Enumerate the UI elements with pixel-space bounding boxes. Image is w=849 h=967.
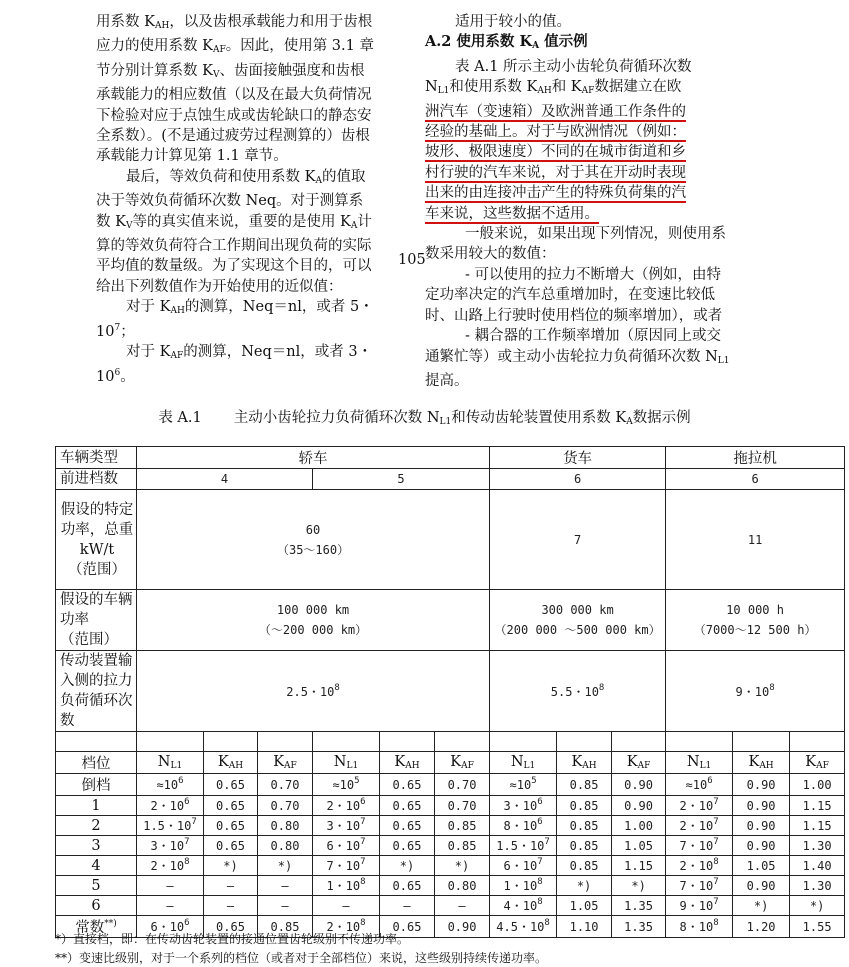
table-cell: $\approx 10^6$ (137, 774, 204, 796)
table-cell: 1.5・$10^7$ (490, 836, 557, 856)
table-cell: 1.40 (790, 856, 845, 876)
table-cell: 0.70 (435, 796, 490, 816)
footnote-1: *）直接档，即：在传动齿轮装置的接通位置齿轮级别不传递功率。 (55, 932, 410, 946)
usage-factor-table (55, 446, 845, 938)
red-underline-line-3: 经验的基础上。对于与欧洲情况（例如： (425, 124, 686, 141)
table-cell: *) (435, 856, 490, 876)
table-cell: 0.85 (557, 774, 612, 796)
right-paragraph-5: - 耦合器的工作频率增加（原因同上或交通繁忙等）或主动小齿轮拉力负荷循环次数 $N_{L1}$提高。 (425, 328, 730, 389)
table-cell: — (435, 896, 490, 916)
table-cell: 0.85 (557, 856, 612, 876)
column-header-3: $N_{L1}$ (313, 752, 380, 774)
table-cell: $\approx 10^5$ (490, 774, 557, 796)
table-cell: $\approx 10^5$ (313, 774, 380, 796)
column-header-row (56, 752, 845, 774)
highlighted-paragraph (425, 57, 730, 224)
para-line-5 (425, 163, 730, 183)
left-text-column (96, 12, 376, 387)
table-cell: 0.65 (380, 796, 435, 816)
left-paragraph-3: 对于 $K_{AH}$的测算，Neq＝nl，或者 5・$10^7$； (96, 299, 374, 340)
column-header-2: $K_{AF}$ (258, 752, 313, 774)
para-line-6 (425, 183, 730, 203)
table-cell: 0.90 (612, 796, 666, 816)
left-paragraph-4: 对于 $K_{AF}$的测算，Neq＝nl，或者 3・$10^6$。 (96, 344, 373, 385)
power-car: 60 （35～160） (137, 490, 490, 590)
power-truck: 7 (490, 490, 666, 590)
red-underline-line-4: 坡形、极限速度）不同的在城市街道和乡 (425, 144, 686, 161)
column-header-11: $K_{AF}$ (790, 752, 845, 774)
table-cell: 0.65 (380, 876, 435, 896)
table-cell: 0.85 (258, 916, 313, 938)
table-cell: 0.65 (204, 836, 258, 856)
column-header-6: $N_{L1}$ (490, 752, 557, 774)
table-cell: 6・$10^6$ (137, 916, 204, 938)
power-row (56, 490, 845, 590)
vehicle-type-row (56, 447, 845, 469)
table-cell: 0.90 (733, 876, 790, 896)
column-header-4: $K_{AH}$ (380, 752, 435, 774)
table-cell: 0.65 (204, 816, 258, 836)
table-cell: — (258, 876, 313, 896)
para-line-0: 表 A.1 所示主动小齿轮负荷循环次数 (455, 58, 692, 75)
table-row (56, 876, 845, 896)
table-row (56, 796, 845, 816)
red-underline-line-6: 出来的由连接冲击产生的特殊负荷集的汽 (425, 185, 686, 202)
gear-label: 常数**) (56, 916, 137, 938)
table-cell: 0.90 (733, 836, 790, 856)
mileage-truck: 300 000 km （200 000 ～500 000 km） (490, 590, 666, 651)
table-cell: 0.90 (733, 796, 790, 816)
gear-label: 1 (56, 796, 137, 816)
right-paragraph-4: - 可以使用的拉力不断增大（例如，由特定功率决定的汽车总重增加时，在变速比较低时、山路上行驶时使用档位的频率增加），或者 (425, 266, 723, 324)
gear-count-truck: 6 (490, 469, 666, 490)
gear-label: 5 (56, 876, 137, 896)
column-header-7: $K_{AH}$ (557, 752, 612, 774)
para-line-2 (425, 102, 730, 122)
table-cell: *) (204, 856, 258, 876)
table-cell: 1.35 (612, 916, 666, 938)
table-cell: 1.5・$10^7$ (137, 816, 204, 836)
table-cell: 1.55 (790, 916, 845, 938)
table-cell: — (258, 896, 313, 916)
table-cell: 1.30 (790, 836, 845, 856)
table-cell: 1.05 (733, 856, 790, 876)
table-cell: 1.10 (557, 916, 612, 938)
table-cell: 7・$10^7$ (666, 876, 733, 896)
vehicle-type-tractor: 拖拉机 (666, 447, 845, 469)
mileage-car: 100 000 km （～200 000 km） (137, 590, 490, 651)
gear-label: 3 (56, 836, 137, 856)
table-cell: 0.65 (204, 796, 258, 816)
para-line-3 (425, 122, 730, 142)
table-cell: 1.05 (557, 896, 612, 916)
power-tractor: 11 (666, 490, 845, 590)
table-cell: 0.65 (380, 836, 435, 856)
table-cell: 2・$10^7$ (666, 796, 733, 816)
red-underline-line-7: 车来说，这些数据不适用。 (425, 205, 599, 222)
table-cell: 0.70 (258, 774, 313, 796)
table-cell: 0.90 (733, 774, 790, 796)
left-paragraph-1: 用系数 $K_{AH}$，以及齿根承载能力和用于齿根应力的使用系数 $K_{AF}$。因此，使用第 3.1 章节分别计算系数 $K_V$、齿面接触强度和齿根承载能力的相应数值（以及在最大负荷情况下检验对应于点蚀生成或齿轮缺口的静态安全系数）。(不是通过疲劳过程测算的）齿根承载能力计算见第 1.1 章节。 (96, 14, 374, 165)
table-caption-title: 主动小齿轮拉力负荷循环次数 $N_{L1}$和传动齿轮装置使用系数 $K_A$数据示例 (233, 410, 691, 427)
red-underline-line-5: 村行驶的汽车来说，对于其在开动时表现 (425, 164, 686, 181)
table-cell: 0.90 (435, 916, 490, 938)
table-cell: 3・$10^7$ (313, 816, 380, 836)
table-cell: 0.65 (204, 916, 258, 938)
table-cell: 2・$10^8$ (313, 916, 380, 938)
table-row (56, 816, 845, 836)
mileage-tractor: 10 000 h （7000～12 500 h） (666, 590, 845, 651)
para-line-4 (425, 142, 730, 162)
cycles-row (56, 651, 845, 732)
table-cell: 2・$10^8$ (137, 856, 204, 876)
table-cell: 0.65 (204, 774, 258, 796)
table-cell: 0.80 (258, 816, 313, 836)
gear-label: 6 (56, 896, 137, 916)
table-cell: *) (612, 876, 666, 896)
cycles-car: 2.5・$10^8$ (137, 651, 490, 732)
mileage-label: 假设的车辆功率 （范围） (56, 590, 137, 651)
table-cell: 2・$10^6$ (137, 796, 204, 816)
table-cell: *) (258, 856, 313, 876)
vehicle-type-car: 轿车 (137, 447, 490, 469)
table-cell: 0.65 (380, 916, 435, 938)
table-cell: 7・$10^7$ (666, 836, 733, 856)
table-cell: 1.30 (790, 876, 845, 896)
para-line-1: $N_{L1}$和使用系数 $K_{AH}$和 $K_{AF}$数据建立在欧 (425, 79, 682, 97)
table-cell: *) (733, 896, 790, 916)
gear-count-tractor: 6 (666, 469, 845, 490)
gear-label: 倒档 (56, 774, 137, 796)
table-row (56, 836, 845, 856)
right-paragraph-1: 适用于较小的值。 (455, 14, 571, 30)
table-cell: — (380, 896, 435, 916)
right-text-column (425, 12, 730, 391)
gear-count-car-4: 4 (137, 469, 313, 490)
gear-count-row (56, 469, 845, 490)
table-cell: 2・$10^7$ (666, 816, 733, 836)
table-caption-number: 表 A.1 (158, 410, 202, 426)
table-cell: 1.35 (612, 896, 666, 916)
table-cell: 0.85 (435, 836, 490, 856)
power-label: 假设的特定功率，总重 kW/t （范围） (56, 490, 137, 590)
section-heading-a2: A.2 使用系数 $K_A$ 值示例 (425, 33, 588, 52)
left-paragraph-2: 最后，等效负荷和使用系数 $K_A$的值取决于等效负荷循环次数 Neq。对于测算系数 $K_V$等的真实值来说，重要的是使用 $K_A$计算的等效负荷符合工作期间出现负荷的实际平均值的数量级。为了实现这个目的，可以给出下列数值作为开始使用的近似值： (96, 168, 372, 295)
column-header-8: $K_{AF}$ (612, 752, 666, 774)
gear-label: 4 (56, 856, 137, 876)
table-row (56, 856, 845, 876)
table-cell: — (137, 896, 204, 916)
table-cell: — (204, 896, 258, 916)
red-underline-line-2: 洲汽车（变速箱）及欧洲普通工作条件的 (425, 103, 686, 120)
footnote-2: **）变速比级别，对于一个系列的档位（或者对于全部档位）来说，这些级别持续传递功率。 (55, 951, 548, 965)
table-cell: *) (790, 896, 845, 916)
vehicle-type-truck: 货车 (490, 447, 666, 469)
table-cell: 0.65 (380, 774, 435, 796)
cycles-tractor: 9・$10^8$ (666, 651, 845, 732)
column-header-10: $K_{AH}$ (733, 752, 790, 774)
right-paragraph-3: 一般来说，如果出现下列情况，则使用系数采用较大的数值： (425, 226, 726, 263)
table-cell: 1・$10^8$ (313, 876, 380, 896)
gear-count-car-5: 5 (313, 469, 490, 490)
para-line-7 (425, 204, 730, 224)
table-cell: 3・$10^7$ (137, 836, 204, 856)
table-cell: — (204, 876, 258, 896)
table-cell: 0.90 (733, 816, 790, 836)
table-cell: 4・$10^8$ (490, 896, 557, 916)
gear-label: 2 (56, 816, 137, 836)
table-cell: 1・$10^8$ (490, 876, 557, 896)
cycles-truck: 5.5・$10^8$ (490, 651, 666, 732)
table-cell: 8・$10^8$ (666, 916, 733, 938)
table-cell: 1.20 (733, 916, 790, 938)
table-cell: 0.85 (557, 796, 612, 816)
table-cell: *) (380, 856, 435, 876)
table-cell: *) (557, 876, 612, 896)
table-cell: 9・$10^7$ (666, 896, 733, 916)
table-cell: 0.80 (435, 876, 490, 896)
table-cell: 0.70 (435, 774, 490, 796)
table-cell: — (313, 896, 380, 916)
table-cell: $\approx 10^6$ (666, 774, 733, 796)
mileage-row (56, 590, 845, 651)
column-header-5: $K_{AF}$ (435, 752, 490, 774)
vehicle-type-label: 车辆类型 (56, 447, 137, 469)
table-cell: — (137, 876, 204, 896)
column-header-9: $N_{L1}$ (666, 752, 733, 774)
table-cell: 0.85 (435, 816, 490, 836)
line-number: 105 (398, 252, 426, 268)
blank-row (56, 732, 845, 752)
table-cell: 6・$10^7$ (313, 836, 380, 856)
table-cell: 0.85 (557, 836, 612, 856)
table-cell: 2・$10^6$ (313, 796, 380, 816)
table-cell: 0.65 (380, 816, 435, 836)
table-cell: 0.85 (557, 816, 612, 836)
table-cell: 3・$10^6$ (490, 796, 557, 816)
table-cell: 1.15 (790, 816, 845, 836)
table-cell: 1.15 (790, 796, 845, 816)
table-cell: 2・$10^8$ (666, 856, 733, 876)
column-header-0: $N_{L1}$ (137, 752, 204, 774)
table-cell: 1.00 (612, 816, 666, 836)
table-cell: 0.90 (612, 774, 666, 796)
table-caption (0, 406, 849, 427)
gear-column-header: 档位 (56, 752, 137, 774)
table-cell: 4.5・$10^8$ (490, 916, 557, 938)
table-row (56, 896, 845, 916)
table-cell: 8・$10^6$ (490, 816, 557, 836)
table-cell: 1.05 (612, 836, 666, 856)
table-cell: 1.15 (612, 856, 666, 876)
table-cell: 1.00 (790, 774, 845, 796)
table-cell: 6・$10^7$ (490, 856, 557, 876)
gear-count-label: 前进档数 (56, 469, 137, 490)
table-cell: 0.70 (258, 796, 313, 816)
column-header-1: $K_{AH}$ (204, 752, 258, 774)
table-row (56, 774, 845, 796)
cycles-label: 传动装置输入侧的拉力负荷循环次数 (56, 651, 137, 732)
table-cell: 7・$10^7$ (313, 856, 380, 876)
table-cell: 0.80 (258, 836, 313, 856)
